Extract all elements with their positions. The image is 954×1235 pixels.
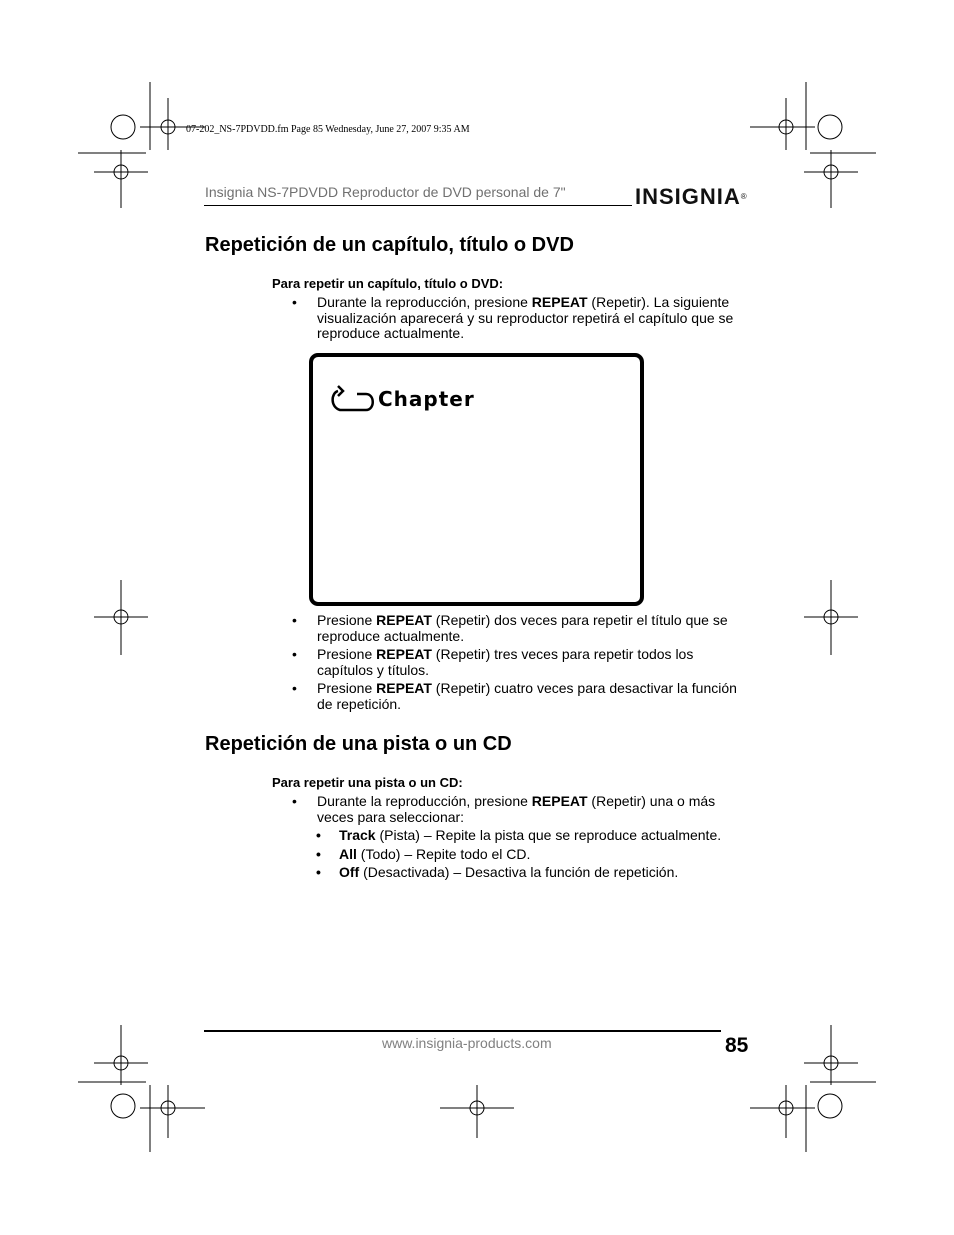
text: (Todo) – Repite todo el CD.: [356, 845, 531, 862]
text: (Repetir) una o más veces para seleccionar:: [317, 793, 716, 825]
text: Durante la reproducción, presione: [317, 294, 532, 310]
key-label: REPEAT: [376, 680, 432, 696]
osd-chapter-label: Chapter: [378, 387, 475, 411]
text: (Repetir) cuatro veces para desactivar la función de repetición.: [317, 680, 737, 712]
logo-mark: ®: [740, 192, 748, 201]
key-label: REPEAT: [376, 612, 432, 628]
option-label: All: [339, 845, 357, 862]
logo-text: INSIGNIA: [635, 184, 741, 209]
section-heading-repeat-track: Repetición de una pista o un CD: [205, 733, 512, 755]
footer-url: www.insignia-products.com: [382, 1035, 552, 1051]
option-label: Off: [339, 864, 360, 880]
text: Presione: [317, 646, 377, 662]
key-label: REPEAT: [376, 646, 432, 662]
subheading-repeat-chapter: Para repetir un capítulo, título o DVD:: [272, 276, 504, 291]
print-slug: 07-202_NS-7PDVDD.fm Page 85 Wednesday, June 27, 2007 9:35 AM: [186, 124, 470, 135]
text: Presione: [317, 612, 377, 628]
text: (Pista) – Repite la pista que se reproduce actualmente.: [375, 827, 722, 843]
text: Durante la reproducción, presione: [317, 793, 532, 809]
text: (Desactivada) – Desactiva la función de repetición.: [359, 864, 679, 880]
text: (Repetir) tres veces para repetir todos los capítulos y títulos.: [317, 646, 694, 678]
section-heading-repeat-chapter: Repetición de un capítulo, título o DVD: [205, 234, 574, 256]
page-number: 85: [725, 1034, 749, 1057]
option-label: Track: [339, 827, 376, 843]
key-label: REPEAT: [531, 793, 588, 809]
text: (Repetir) dos veces para repetir el título que se reproduce actualmente.: [317, 612, 728, 644]
running-header: Insignia NS-7PDVDD Reproductor de DVD personal de 7": [205, 184, 566, 200]
text: Presione: [317, 680, 377, 696]
subheading-repeat-track: Para repetir una pista o un CD:: [272, 775, 463, 790]
text: (Repetir). La siguiente visualización aparecerá y su reproductor repetirá el capítulo que se reproduce actualmente.: [317, 294, 734, 341]
key-label: REPEAT: [531, 294, 588, 310]
